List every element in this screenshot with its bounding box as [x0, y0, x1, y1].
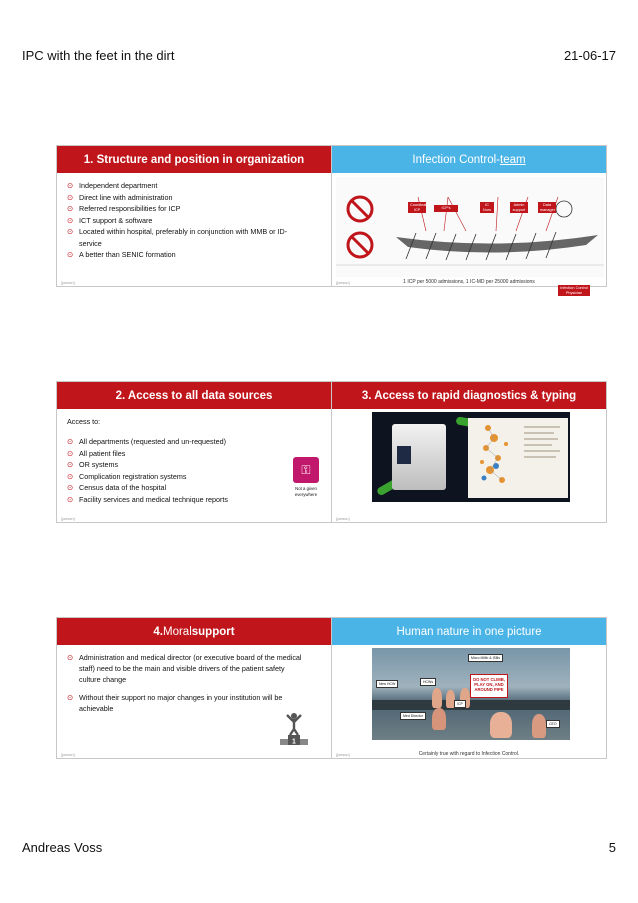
slide-title-part: team — [500, 153, 526, 166]
slide-moral-support — [56, 617, 332, 759]
bullet-item: ⊙ Located within hospital, preferably in conjunction with MMB or ID-service — [67, 226, 331, 249]
page-number: 5 — [608, 840, 616, 855]
access-intro: Access to: — [67, 417, 101, 426]
bullet-item: ⊙ Complication registration systems — [67, 471, 331, 483]
slide-title: 3. Access to rapid diagnostics & typing — [332, 382, 606, 409]
slide-logo: {joeson} — [336, 281, 350, 285]
slide-logo: {joeson} — [336, 753, 350, 757]
page-header-title: IPC with the feet in the dirt — [22, 48, 175, 63]
slide-logo: {joeson} — [61, 281, 75, 285]
slide-title-part: support — [191, 625, 235, 638]
slide-title — [332, 146, 606, 173]
bullet-item: ⊙ A better than SENIC formation — [67, 249, 331, 261]
label-icp: ICP — [454, 700, 466, 708]
key-icon: ⚿ — [293, 457, 319, 483]
bullet-item: ⊙ All departments (requested and un-requested) — [67, 436, 331, 448]
slide-title-part: Infection Control- — [412, 153, 500, 166]
beach-photo — [372, 648, 570, 740]
page-footer-author: Andreas Voss — [22, 840, 103, 855]
tag-icps: ICP's — [434, 205, 458, 212]
bullet-item: ⊙ All patient files — [67, 448, 331, 460]
slide-title: Human nature in one picture — [332, 618, 606, 645]
phylogenetic-tree-icon — [468, 418, 568, 498]
bullet-item: ⊙ Administration and medical director (or executive board of the medical staff) need to be the main and visible drivers of the patient safety culture change — [67, 653, 305, 685]
page-header-date: 21-06-17 — [563, 48, 616, 63]
label-ceo: CEO — [546, 720, 560, 728]
bullet-item: ⊙ Referred responsibilities for ICP — [67, 203, 331, 215]
tag-ic-nurse: IC Nurs — [480, 202, 494, 213]
slide-title: 2. Access to all data sources — [57, 382, 331, 409]
label-mmb: Micro MMb & ISBs — [468, 654, 503, 662]
slide-diagnostics — [331, 381, 607, 523]
bullet-item: ⊙ Independent department — [67, 180, 331, 192]
slide-ic-team — [331, 145, 607, 295]
icon-label: Not a given everywhere — [294, 486, 318, 497]
slide-caption: 1 ICP per 5000 admissions, 1 IC-MD per 25000 admissions — [403, 279, 535, 285]
bullet-item: ⊙ ICT support & software — [67, 215, 331, 227]
rowing-boat-icon — [336, 177, 604, 277]
slide-caption: Certainly true with regard to Infection Control. — [418, 751, 520, 757]
podium-number: 1 — [292, 738, 296, 746]
label-new-hcw: New HCW — [376, 680, 398, 688]
slide-logo: {joeson} — [61, 753, 75, 757]
bullet-item: ⊙ OR systems — [67, 459, 331, 471]
slide-human-nature — [331, 617, 607, 759]
diagnostics-image — [372, 412, 570, 502]
tag-physician: Infection Control Physician — [558, 285, 590, 296]
slide-data-access — [56, 381, 332, 523]
tag-data: Data manager — [540, 203, 555, 212]
slide-logo: {joeson} — [61, 517, 75, 521]
bullet-item: ⊙ Facility services and medical technique reports — [67, 494, 331, 506]
bullet-item: ⊙ Without their support no major changes in your institution will be achievable — [67, 693, 305, 715]
slide-title-part: Moral — [163, 625, 192, 638]
slide-title — [57, 618, 331, 645]
bullet-item: ⊙ Census data of the hospital — [67, 482, 331, 494]
sequencer-machine-icon — [392, 424, 446, 490]
slide-logo: {joeson} — [336, 517, 350, 521]
slide-structure — [56, 145, 332, 287]
tag-admin: Admin support — [510, 202, 528, 213]
slide-title: 1. Structure and position in organization — [57, 146, 331, 173]
warning-sign: DO NOT CLIMB, PLAY ON, AND AROUND PIPE — [470, 674, 508, 698]
bullet-item: ⊙ Direct line with administration — [67, 192, 331, 204]
podium-icon — [277, 711, 311, 745]
label-hcw: HCWs — [420, 678, 436, 686]
tag-coordinating: Coordinating ICP — [410, 203, 432, 212]
label-med-director: Med Director — [400, 712, 426, 720]
slide-title-part: 4. — [153, 625, 163, 638]
